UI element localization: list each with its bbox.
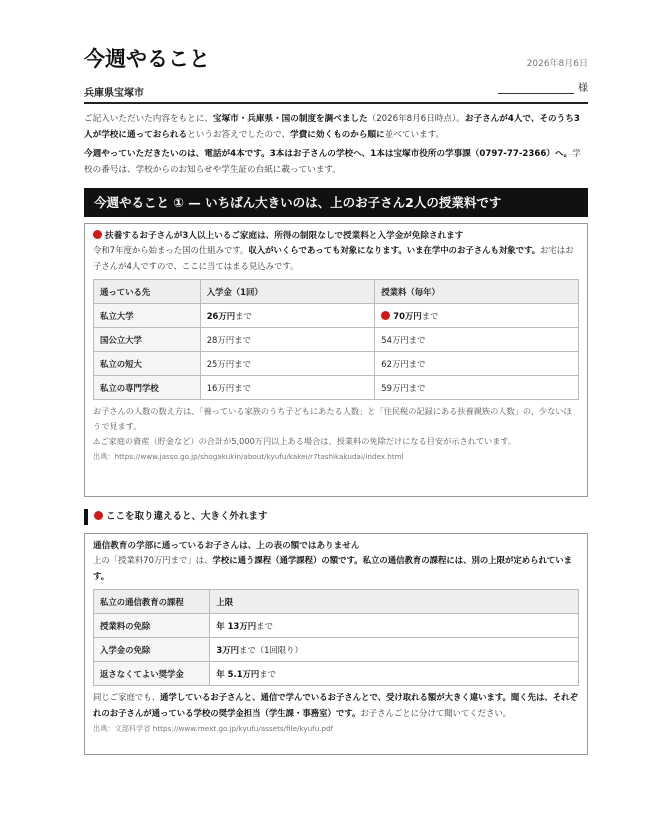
intro-paragraph-2 (84, 147, 588, 178)
paragraph-emphasis: 収入がいくらであっても対象になります。 (248, 245, 407, 255)
amount: 年 13万円 (216, 620, 257, 631)
intro-emphasis: お子さんが4人で、そのうち3人が学校に通っておられる (84, 114, 580, 140)
recipient-name-field (498, 78, 588, 94)
paragraph-text: 上の「授業料70万円まで」は、 (93, 555, 213, 565)
entry-fee-cell (200, 352, 375, 376)
paragraph-emphasis: 聞く先は、それぞれのお子さんが通っている学校の奨学金担当（学生課・事務室）です。 (93, 692, 578, 718)
amount: 年 5.1万円 (216, 668, 260, 679)
column-header: 入学金（1回） (200, 280, 375, 304)
section-1-headline (93, 229, 579, 243)
page-title: 今週やること (84, 47, 210, 71)
amount: 70万円 (393, 310, 422, 321)
intro-text: 学校の番号は、学校からのお知らせや学生証の台紙に載っています。 (84, 149, 581, 175)
intro-text: 並べています。 (384, 129, 445, 140)
entry-fee-cell (200, 328, 375, 352)
item-cell: 授業料の免除 (94, 614, 210, 638)
table-row (94, 614, 579, 638)
amount-suffix: まで（1回限り） (238, 644, 303, 655)
red-dot-icon (93, 230, 102, 239)
child-count-note: お子さんの人数の数え方は、「養っている家族のうち子どもにあたる人数」と「住民税の記録にある扶養親族の人数」の、少ないほうで見ます。 (93, 406, 572, 431)
tuition-cell (375, 328, 579, 352)
amount-suffix: まで (234, 334, 251, 345)
intro-paragraph-1 (84, 112, 588, 143)
document-page (84, 44, 588, 755)
amount-suffix: まで (408, 334, 426, 345)
correspondence-course-table (93, 589, 579, 686)
amount: 3万円 (216, 644, 239, 655)
item-cell: 返さなくてよい奨学金 (94, 662, 210, 686)
limit-cell (210, 614, 579, 638)
limit-cell (210, 662, 579, 686)
amount: 54万円 (381, 334, 409, 345)
entry-fee-cell (200, 304, 375, 328)
table-row (94, 352, 579, 376)
column-header: 上限 (210, 590, 579, 614)
document-date: 2026年8月6日 (526, 59, 588, 69)
amount-suffix: まで (408, 358, 426, 369)
limit-cell (210, 638, 579, 662)
intro-text: ご記入いただいた内容をもとに、 (84, 114, 213, 124)
amount-suffix: まで (234, 382, 251, 393)
section-2-box (84, 533, 588, 755)
table-row (94, 328, 579, 352)
amount: 59万円 (381, 382, 409, 393)
amount: 25万円 (206, 358, 235, 369)
column-header: 授業料（毎年） (375, 280, 579, 304)
paragraph-emphasis: 通学しているお子さんと、通信で学んでいるお子さんとで、受け取れる額が大きく違います。 (160, 692, 511, 702)
title-row (84, 44, 588, 78)
entry-fee-cell (200, 376, 375, 400)
intro-text: というお答えでしたので、 (187, 129, 291, 140)
paragraph-text: お宅はお子さんが4人ですので、ここに当てはまる見込みです。 (93, 245, 574, 271)
section-2-closing-paragraph (93, 690, 579, 721)
paragraph-text: お子さんごとに分けて聞いてください。 (360, 707, 512, 718)
amount-suffix: まで (235, 310, 252, 321)
city-label: 兵庫県宝塚市 (84, 88, 144, 99)
table-header-row (94, 280, 579, 304)
amount: 16万円 (206, 382, 235, 393)
section-2-paragraph (93, 553, 579, 584)
tuition-exemption-table (93, 279, 579, 400)
source-link[interactable]: 出典：https://www.jasso.go.jp/shogakukin/about/kyufu/kakei/r7tashikakudai/index.html (93, 452, 404, 461)
section-2-heading-text: ここを取り違えると、大きく外れます (106, 511, 268, 522)
school-type-cell: 私立大学 (94, 304, 201, 328)
paragraph-text: 令和7年度から始まった国の仕組みです。 (93, 245, 249, 255)
section-2-headline: 通信教育の学部に通っているお子さんは、上の表の額ではありません (93, 541, 360, 551)
name-blank-line (498, 78, 574, 94)
paragraph-text: 同じご家庭でも、 (93, 692, 160, 702)
section-1-title-bar: 今週やること ① — いちばん大きいのは、上のお子さん2人の授業料です (84, 188, 588, 217)
item-cell: 入学金の免除 (94, 638, 210, 662)
table-row (94, 638, 579, 662)
tuition-cell (375, 376, 579, 400)
amount: 28万円 (206, 334, 235, 345)
tuition-cell (375, 352, 579, 376)
amount-suffix: まで (256, 620, 273, 631)
address-row (84, 78, 588, 100)
amount-suffix: まで (408, 382, 426, 393)
header-rule (84, 102, 588, 104)
amount: 62万円 (381, 358, 409, 369)
table-header-row (94, 590, 579, 614)
red-dot-icon (381, 311, 390, 320)
paragraph-emphasis: 学校に通う課程（通学課程）の額です。 (212, 555, 363, 565)
section-1-headline-text: 扶養するお子さんが3人以上いるご家庭は、所得の制限なしで授業料と入学金が免除されます (105, 231, 464, 241)
amount-suffix: まで (234, 358, 251, 369)
column-header: 通っている先 (94, 280, 201, 304)
amount-suffix: まで (259, 668, 277, 679)
tuition-cell (375, 304, 579, 328)
red-dot-icon (94, 511, 103, 520)
school-type-cell: 国公立大学 (94, 328, 201, 352)
paragraph-emphasis: いま在学中のお子さんも対象です。 (406, 245, 541, 255)
intro-emphasis: 宝塚市・兵庫県・国の制度を調べました (212, 114, 368, 124)
section-2-heading (84, 509, 588, 525)
source-link[interactable]: 出典：文部科学省 https://www.mext.go.jp/kyufu/assets/file/kyufu.pdf (93, 724, 334, 733)
intro-text: （2026年8月6日時点）。 (367, 114, 465, 124)
paragraph-emphasis: 私立の通信教育の課程には、別の上限が定められています。 (93, 555, 572, 581)
intro-emphasis: 学費に効くものから順に (290, 129, 385, 140)
column-header: 私立の通信教育の課程 (94, 590, 210, 614)
section-1-box (84, 223, 588, 497)
asset-warning-note: ⚠ご家庭の資産（貯金など）の合計が5,000万円以上ある場合は、授業料の免除だけになる目安が示されています。 (93, 436, 517, 446)
amount-suffix: まで (421, 310, 439, 321)
table-row (94, 376, 579, 400)
intro-emphasis: 今週やっていただきたいのは、電話が4本です。 (84, 149, 270, 159)
amount: 26万円 (206, 310, 236, 321)
table-row (94, 662, 579, 686)
intro-emphasis: 3本はお子さんの学校へ、1本は宝塚市役所の学事課（0797-77-2366）へ。 (269, 149, 573, 159)
section-1-paragraph (93, 243, 579, 274)
school-type-cell: 私立の専門学校 (94, 376, 201, 400)
table-row (94, 304, 579, 328)
school-type-cell: 私立の短大 (94, 352, 201, 376)
honorific-label: 様 (578, 83, 588, 94)
